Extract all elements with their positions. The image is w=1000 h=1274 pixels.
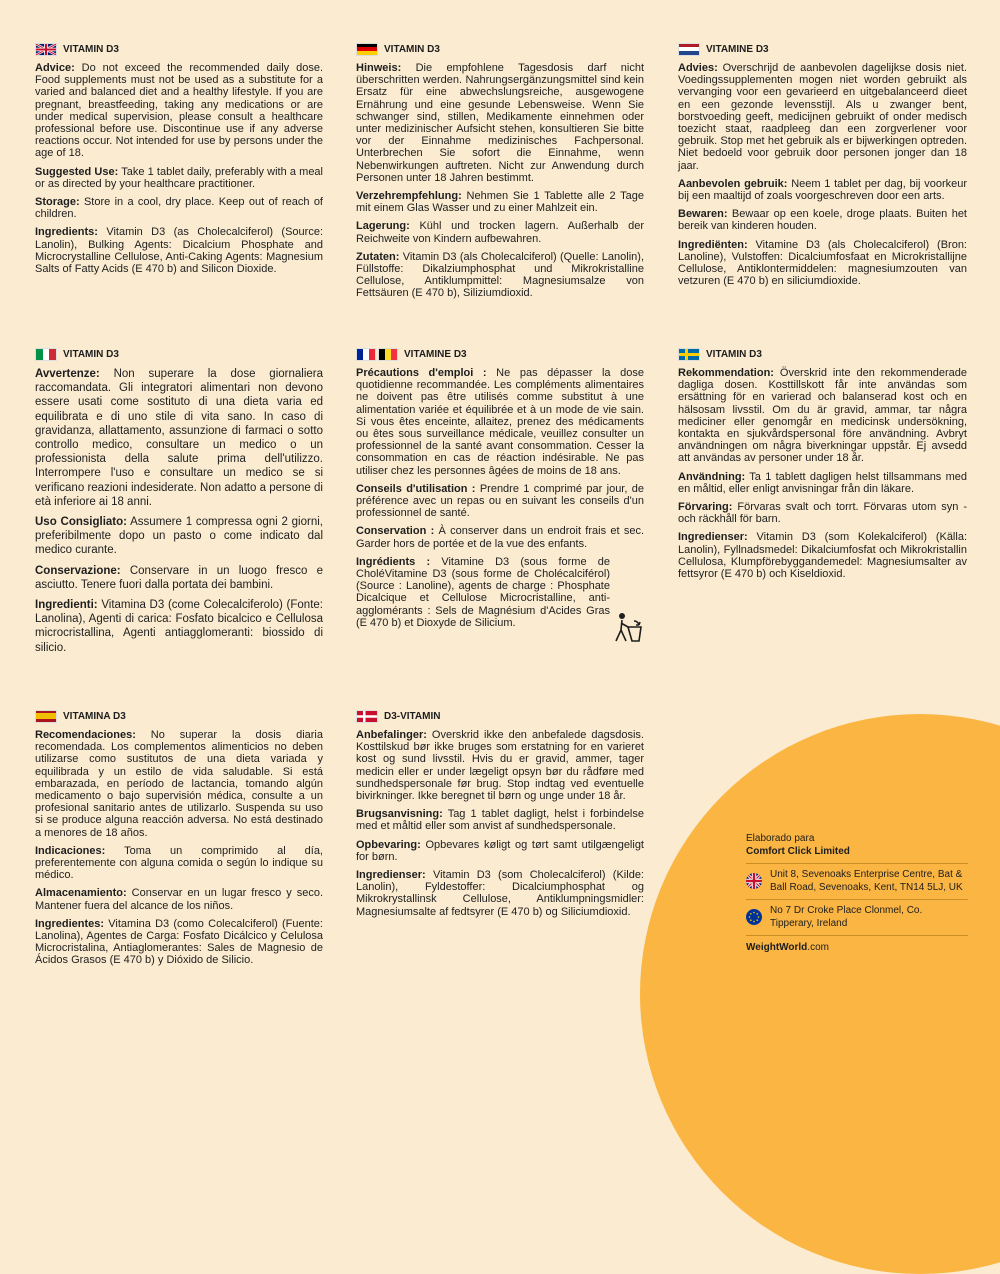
company-name: Comfort Click Limited xyxy=(746,846,850,857)
italy-flag-icon xyxy=(35,348,57,361)
uk-address xyxy=(746,869,968,894)
panel-title: VITAMINA D3 xyxy=(63,710,126,722)
suggested-use-section: Indicaciones: Toma un comprimido al día, preferentemente con alguna comida o según lo indique su médico. xyxy=(35,844,323,882)
divider xyxy=(746,899,968,900)
panel-title: VITAMINE D3 xyxy=(706,43,769,55)
made-for-label: Elaborado para xyxy=(746,833,815,844)
ingredients-section: Ingredients: Vitamin D3 (as Cholecalciferol) (Source: Lanolin), Bulking Agents: Dicalcium Phosphate and Microcrystalline Cellulose, Anti-Caking Agents: Magnesium Salts of Fatty Acids (E 470 b) and Silicon Dioxide. xyxy=(35,226,323,276)
panel-english xyxy=(35,42,323,281)
panel-swedish xyxy=(678,347,967,586)
suggested-use-section: Verzehrempfehlung: Nehmen Sie 1 Tablette alle 2 Tage mit einem Glas Wasser und zu einer Mahlzeit ein. xyxy=(356,190,644,215)
suggested-use-section: Conseils d'utilisation : Prendre 1 comprimé par jour, de préférence avec un repas ou en suivant les conseils d'un professionnel de santé. xyxy=(356,482,644,520)
advice-section: Advice: Do not exceed the recommended daily dose. Food supplements must not be used as a substitute for a varied and balanced diet and a healthy lifestyle. If you are pregnant, breastfeeding, taking any medications or are under medical supervision, please consult a healthcare professional before use. Discontinue use if any adverse reactions occur. Not intended for use by persons under the age of 18. xyxy=(35,62,323,160)
panel-title: VITAMIN D3 xyxy=(706,348,762,360)
eu-address-text: No 7 Dr Croke Place Clonmel, Co. Tipperary, Ireland xyxy=(770,905,923,929)
suggested-use-section: Användning: Ta 1 tablett dagligen helst tillsammans med en måltid, eller enligt anvisningar från din läkare. xyxy=(678,470,967,495)
panel-text xyxy=(678,62,967,287)
storage-section: Conservazione: Conservare in un luogo fresco e asciutto. Tenere fuori dalla portata dei bambini. xyxy=(35,564,323,591)
panel-text xyxy=(356,62,644,300)
advice-section: Rekommendation: Överskrid inte den rekommenderade dagliga dosen. Kosttillskott får inte användas som ersättning för en varierad och balanserad kost och en hälsosam livsstil. Om du är gravid, ammar, tar några mediciner eller genomgår en medicinsk undersökning, kontakta en sjukvårdspersonal före användning. Avbryt användningen om några biverkningar uppstår. Ej avsedd att användas av personer under 18 år. xyxy=(678,367,967,465)
uk-address-text: Unit 8, Sevenoaks Enterprise Centre, Bat & Ball Road, Sevenoaks, Kent, TN14 5LJ, UK xyxy=(770,869,963,893)
advice-section: Anbefalinger: Overskrid ikke den anbefalede dagsdosis. Kosttilskud bør ikke bruges som erstatning for en varieret kost og sund livsstil. Hvis du er gravid, ammer, tager medicin eller er under lægeligt opsyn bør du rådføre med sundhedspersonale før brug. Stop indtag ved eventuelle bivirkninger. Ikke beregnet til børn og unge under 18 år. xyxy=(356,729,644,803)
advice-section: Avvertenze: Non superare la dose giornaliera raccomandata. Gli integratori alimentari non devono essere usati come sostituto di una dieta varia ed equilibrata e di uno stile di vita sano. In caso di gravidanza, allattamento, assunzione di farmaci o sotto controllo medico, consultare un medico o un professionista della salute prima dell'utilizzo. Interrompere l'uso e consultare un medico se si verificano reazioni indesiderate. Non adatto a persone di età inferiore ai 18 anni. xyxy=(35,368,323,508)
ingredients-section: Zutaten: Vitamin D3 (als Cholecalciferol) (Quelle: Lanolin), Füllstoffe: Dikalziumphosphat und Mikrokristalline Cellulose, Antiklumpmittel: Magnesiumsalze von Fettsäuren (E 470 b), Siliziumdioxid. xyxy=(356,250,644,300)
ingredients-section: Ingredienti: Vitamina D3 (come Colecalciferolo) (Fonte: Lanolina), Agenti di carica: Fosfato bicalcico e Cellulosa microcristallina, Agenti antiagglomeranti: biossido di silicio. xyxy=(35,599,323,654)
germany-flag-icon xyxy=(356,43,378,56)
panel-text xyxy=(356,729,644,918)
advice-section: Recomendaciones: No superar la dosis diaria recomendada. Los complementos alimenticios no deben utilizarse como sustitutos de una dieta variada y equilibrada y un estilo de vida saludable. Si está embarazada, en período de lactancia, tomando algún medicamento o bajo supervisión médica, consulte a un profesional sanitario antes de utilizarlo. Suspenda su uso si se produce alguna reacción adversa. No está destinado a menores de 18 años. xyxy=(35,729,323,839)
storage-section: Storage: Store in a cool, dry place. Keep out of reach of children. xyxy=(35,196,323,221)
advice-section: Advies: Overschrijd de aanbevolen dagelijkse dosis niet. Voedingssupplementen mogen niet worden gebruikt als vervanging voor een gevarieerd en uitgebalanceerd dieet en een gezonde levensstijl. Als u zwanger bent, borstvoeding geeft, medicijnen gebruikt of onder medisch toezicht staat, raadpleeg dan een zorgverlener voor gebruik. Stop met het gebruik als er bijwerkingen optreden. Niet bedoeld voor gebruik door personen jonger dan 18 jaar. xyxy=(678,62,967,172)
storage-section: Conservation : À conserver dans un endroit frais et sec. Garder hors de portée et de la vue des enfants. xyxy=(356,525,645,550)
eu-address xyxy=(746,905,968,930)
uk-flag-icon xyxy=(35,43,57,56)
denmark-flag-icon xyxy=(356,710,378,723)
sweden-flag-icon xyxy=(678,348,700,361)
decorative-orange-circle xyxy=(640,714,1000,1274)
panel-text xyxy=(356,367,644,629)
ingredients-section: Ingrédients : Vitamine D3 (sous forme de CholéVitamine D3 (sous forme de Cholécalciférol) (Source : Lanoline), agents de charge : Phosphate Dicalcique et Cellulose Microcristalline, anti-agglomérants : Sels de Magnésium d'Acides Gras (E 470 b) et Dioxyde de Silicium. xyxy=(356,555,610,629)
storage-section: Förvaring: Förvaras svalt och torrt. Förvaras utom syn - och räckhåll för barn. xyxy=(678,501,967,526)
uk-flag-icon xyxy=(746,873,762,889)
suggested-use-section: Aanbevolen gebruik: Neem 1 tablet per dag, bij voorkeur bij een maaltijd of zoals voorgeschreven door een arts. xyxy=(678,177,968,203)
ingredients-section: Ingredienser: Vitamin D3 (som Cholecalciferol) (Kilde: Lanolin), Fyldestoffer: Dicalciumphosphat og Mikrokrystallinsk Cellulose, Antiklumpningsmidler: Magnesiumsalte af fedtsyrer (E 470 b) og Siliciumdioxid. xyxy=(356,869,644,918)
tidyman-recycle-icon xyxy=(612,611,642,653)
panel-text xyxy=(35,729,323,967)
panel-german xyxy=(356,42,644,306)
spain-flag-icon xyxy=(35,710,57,723)
panel-title: VITAMIN D3 xyxy=(384,43,440,55)
france-flag-icon xyxy=(356,348,376,361)
brand-logo: WeightWorld.com xyxy=(746,942,829,953)
panel-title: VITAMIN D3 xyxy=(63,348,119,360)
advice-section: Précautions d'emploi : Ne pas dépasser la dose quotidienne recommandée. Les compléments alimentaires ne doivent pas être utilisés comme substitut à une alimentation variée et équilibrée et à un mode de vie sain. Si vous êtes enceinte, allaitez, prenez des médicaments ou êtes sous surveillance médicale, veuillez consulter un professionnel de la santé avant consommation. Cesser la consommation en cas de réaction indésirable. Ne pas utiliser chez les personnes âgées de moins de 18 ans. xyxy=(356,367,644,477)
panel-text xyxy=(35,367,323,655)
eu-flag-icon xyxy=(746,909,762,925)
panel-french xyxy=(356,347,644,635)
panel-italian xyxy=(35,347,323,661)
advice-section: Hinweis: Die empfohlene Tagesdosis darf nicht überschritten werden. Nahrungsergänzungsmittel sind kein Ersatz für eine abwechslungsreiche, ausgewogene Ernährung und eine gesunde Lebensweise. Wenn Sie schwanger sind, stillen, Medikamente einnehmen oder unter medizinischer Aufsicht stehen, konsultieren Sie bitte vor der Einnahme medizinisches Fachpersonal. Unterbrechen Sie sofort die Einnahme, wenn Nebenwirkungen auftreten. Nicht zur Anwendung durch Personen unter 18 Jahren bestimmt. xyxy=(356,62,644,184)
panel-spanish xyxy=(35,709,323,973)
suggested-use-section: Uso Consigliato: Assumere 1 compressa ogni 2 giorni, preferibilmente dopo un pasto o come indicato dal medico curante. xyxy=(35,516,323,557)
storage-section: Bewaren: Bewaar op een koele, droge plaats. Buiten het bereik van kinderen houden. xyxy=(678,208,967,233)
storage-section: Almacenamiento: Conservar en un lugar fresco y seco. Mantener fuera del alcance de los niños. xyxy=(35,887,323,912)
ingredients-section: Ingredientes: Vitamina D3 (como Colecalciferol) (Fuente: Lanolina), Agentes de Carga: Fosfato Dicálcico y Celulosa Microcristalina, Antiaglomerantes: Sales de Magnesio de Ácidos Grasos (E 470 b) y Dióxido de Silicio. xyxy=(35,917,323,967)
panel-text xyxy=(678,367,967,580)
panel-title: D3-VITAMIN xyxy=(384,710,441,722)
panel-text xyxy=(35,62,323,275)
company-info xyxy=(746,833,968,955)
panel-title: VITAMIN D3 xyxy=(63,43,119,55)
belgium-flag-icon xyxy=(378,348,398,361)
suggested-use-section: Brugsanvisning: Tag 1 tablet dagligt, helst i forbindelse med et måltid eller som anvist af sundhedspersonale. xyxy=(356,808,644,833)
panel-title: VITAMINE D3 xyxy=(404,348,467,360)
panel-danish xyxy=(356,709,644,924)
divider xyxy=(746,935,968,936)
storage-section: Opbevaring: Opbevares køligt og tørt samt utilgængeligt for børn. xyxy=(356,838,644,863)
suggested-use-section: Suggested Use: Take 1 tablet daily, preferably with a meal or as directed by your healthcare practitioner. xyxy=(35,165,323,190)
ingredients-section: Ingrediënten: Vitamine D3 (als Cholecalciferol) (Bron: Lanoline), Vulstoffen: Dicalciumfosfaat en Microkristallijne Cellulose, Antiklontermiddelen: magnesiumzouten van vetzuren (E 470 b) en siliciumdioxide. xyxy=(678,238,967,288)
storage-section: Lagerung: Kühl und trocken lagern. Außerhalb der Reichweite von Kindern aufbewahren. xyxy=(356,220,644,245)
ingredients-section: Ingredienser: Vitamin D3 (som Kolekalciferol) (Källa: Lanolin), Fyllnadsmedel: Dikalciumfosfat och Mikrokristallin Cellulosa, Klumpförebyggandemedel: Magnesiumsalter av fettsyror (E 470 b) och Kiseldioxid. xyxy=(678,531,967,581)
netherlands-flag-icon xyxy=(678,43,700,56)
divider xyxy=(746,863,968,864)
panel-dutch xyxy=(678,42,967,293)
